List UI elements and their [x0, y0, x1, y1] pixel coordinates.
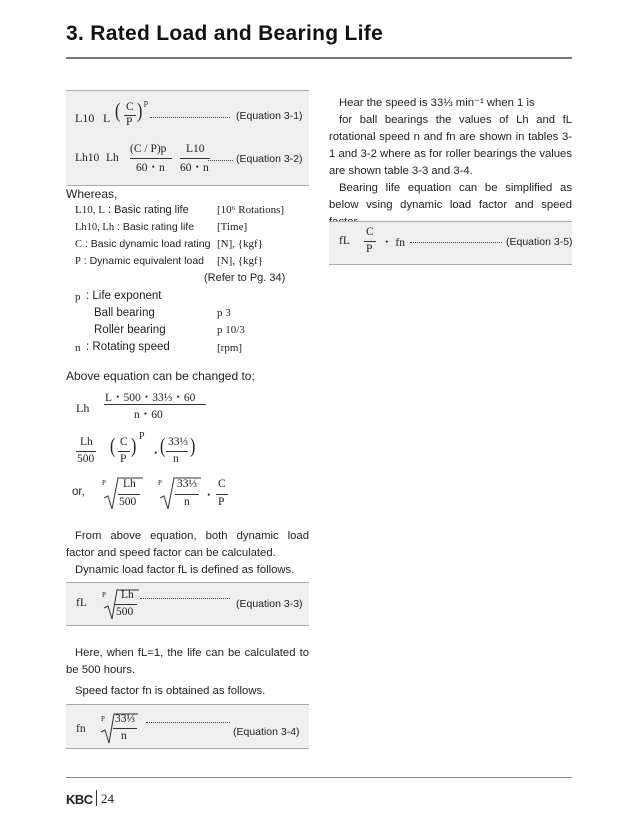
- eq33-lhs: fL: [76, 597, 87, 609]
- paragraph-500-hours: Here, when fL=1, the life can be calculated to be 500 hours.: [66, 647, 309, 676]
- eq31-lhs: L10: [75, 111, 95, 125]
- eq32-Lh: Lh: [106, 152, 119, 164]
- page-number-divider: [96, 790, 97, 806]
- def-desc: : Basic rating life: [108, 204, 189, 216]
- paragraph-speed: Hear the speed is 33⅓ min⁻¹ when 1 is: [339, 97, 535, 109]
- eq34-num: 33⅓: [115, 713, 136, 725]
- n-desc: : Rotating speed: [86, 341, 170, 353]
- eqC-C: C: [218, 478, 226, 490]
- eq33-root-index: P: [102, 591, 106, 599]
- eqC-P: P: [218, 496, 225, 508]
- def-desc: : Dynamic equivalent load: [83, 255, 204, 267]
- def-symbol: C: [75, 239, 83, 250]
- eqA-fracbar: [104, 404, 206, 405]
- eqB-den2: n: [173, 453, 179, 465]
- paragraph-fn-def: Speed factor fn is obtained as follows.: [75, 685, 266, 697]
- eqB-fracbar1: [76, 451, 96, 452]
- eq32-frac2-den: 60・n: [180, 162, 209, 174]
- def-row: [75, 238, 210, 250]
- eq31-exp: p: [144, 98, 148, 107]
- eq32-frac2-num: L10: [186, 143, 205, 155]
- def-row: [75, 204, 189, 216]
- eqB-paren1-open: (: [110, 434, 116, 458]
- eq34-root-index: P: [101, 715, 105, 723]
- eq33-tag: (Equation 3-3): [236, 598, 303, 610]
- eqA-lhs: Lh: [76, 401, 90, 415]
- eqB-fracbar2: [118, 451, 130, 452]
- eqB-lhs-num: Lh: [80, 436, 93, 448]
- eq32-frac1-num: (C / P)p: [130, 143, 167, 155]
- eq33-leader: [140, 598, 230, 599]
- eqC-root-index-2: P: [158, 479, 162, 487]
- eq32-tag: (Equation 3-2): [236, 153, 303, 165]
- eq34-fracbar: [113, 728, 137, 729]
- eq31-paren-close: ): [137, 99, 143, 123]
- eqB-num2: 33⅓: [168, 436, 189, 448]
- eq34-tag: (Equation 3-4): [233, 726, 300, 738]
- eq35-lhs: fL: [339, 235, 350, 247]
- def-desc: : Basic rating life: [117, 221, 195, 233]
- def-symbol: P: [75, 256, 81, 267]
- eqC-den2: n: [184, 496, 190, 508]
- eqB-paren2-open: (: [160, 434, 166, 458]
- title-rule: [66, 57, 572, 59]
- def-unit: [N], {kgf}: [217, 255, 263, 267]
- def-desc: : Basic dynamic load rating: [84, 238, 211, 250]
- eqC-or: or,: [72, 486, 85, 498]
- eqB-fracbar3: [166, 451, 188, 452]
- eqB-paren2-close: ): [190, 434, 196, 458]
- eq31-P: P: [126, 116, 133, 128]
- eq35-C: C: [366, 226, 374, 238]
- eqC-fracbar3: [216, 494, 228, 495]
- eq35-fracbar: [364, 241, 376, 242]
- eq33-fracbar: [115, 604, 137, 605]
- roller-bearing-label: Roller bearing: [94, 324, 166, 336]
- eqA-num: L・500・33⅓・60: [105, 392, 196, 404]
- def-unit: [Time]: [217, 221, 248, 233]
- eq32-lhs: Lh10: [75, 152, 100, 164]
- eqA-den: n・60: [134, 409, 163, 421]
- eq35-leader: [410, 242, 502, 243]
- page-number: 24: [101, 791, 114, 806]
- ball-bearing-label: Ball bearing: [94, 307, 155, 319]
- eq33-den: 500: [116, 606, 134, 618]
- roller-bearing-value: p 10/3: [217, 324, 245, 336]
- changed-text: Above equation can be changed to;: [66, 369, 255, 383]
- eq35-fn: ・ fn: [381, 237, 405, 249]
- eq35-P: P: [366, 243, 373, 255]
- page-title: 3. Rated Load and Bearing Life: [66, 22, 384, 45]
- footer-rule: [66, 777, 572, 778]
- eq31-tag: (Equation 3-1): [236, 110, 303, 122]
- eq31-paren-open: (: [115, 99, 121, 123]
- refer-note: (Refer to Pg. 34): [204, 272, 286, 284]
- eq31-L: L: [103, 111, 111, 125]
- eqB-P: P: [120, 453, 127, 465]
- def-row: [75, 255, 204, 267]
- eqC-num2: 33⅓: [177, 478, 198, 490]
- ball-bearing-value: p 3: [217, 307, 231, 319]
- eq32-leader: [208, 160, 233, 161]
- paragraph-simplified: Bearing life equation can be simplified as below vsing dynamic load factor and speed: [329, 182, 572, 211]
- eqB-exp: P: [139, 431, 145, 442]
- eq31-C: C: [126, 101, 134, 113]
- eq32-frac1-den: 60・n: [136, 162, 165, 174]
- eqC-root-index-1: P: [102, 479, 106, 487]
- eqC-num1: Lh: [123, 478, 136, 490]
- eq35-tag: (Equation 3-5): [506, 236, 573, 248]
- eqC-fracbar2: [175, 494, 199, 495]
- n-symbol: n: [75, 342, 81, 354]
- def-row: [75, 221, 194, 233]
- eqC-fracbar1: [118, 494, 140, 495]
- def-unit: [N], {kgf}: [217, 238, 263, 250]
- def-symbol: Lh10, Lh: [75, 222, 115, 233]
- eqB-dot: ・: [150, 448, 162, 460]
- p-symbol: p: [75, 291, 81, 303]
- paragraph-factors: From above equation, both dynamic load factor and speed factor can be calculated.: [66, 530, 309, 559]
- def-symbol: L10, L: [75, 204, 105, 216]
- paragraph-tables: for ball bearings the values of Lh and fL rotational speed n and fn are shown in tables 3-1 and 3-2 where as for roller bearings the values are shown table 3-3 and 3-4.: [329, 114, 572, 177]
- whereas-label: Whereas,: [66, 187, 118, 201]
- eqB-paren1-close: ): [131, 434, 137, 458]
- brand-logo: KBC: [66, 792, 93, 807]
- eq33-num: Lh: [121, 589, 134, 601]
- eq31-leader: [150, 117, 230, 118]
- eq34-lhs: fn: [76, 723, 86, 735]
- eqB-lhs-den: 500: [77, 453, 95, 465]
- n-unit: [rpm]: [217, 342, 243, 354]
- eqC-den1: 500: [119, 496, 137, 508]
- p-desc: : Life exponent: [86, 290, 162, 302]
- eqC-dot: ・: [203, 490, 215, 502]
- eq34-den: n: [121, 730, 127, 742]
- eqB-C: C: [120, 436, 128, 448]
- eq34-leader: [146, 722, 230, 723]
- paragraph-fl-def: Dynamic load factor fL is defined as follows.: [75, 564, 295, 576]
- def-unit: [10⁶ Rotations]: [217, 204, 285, 216]
